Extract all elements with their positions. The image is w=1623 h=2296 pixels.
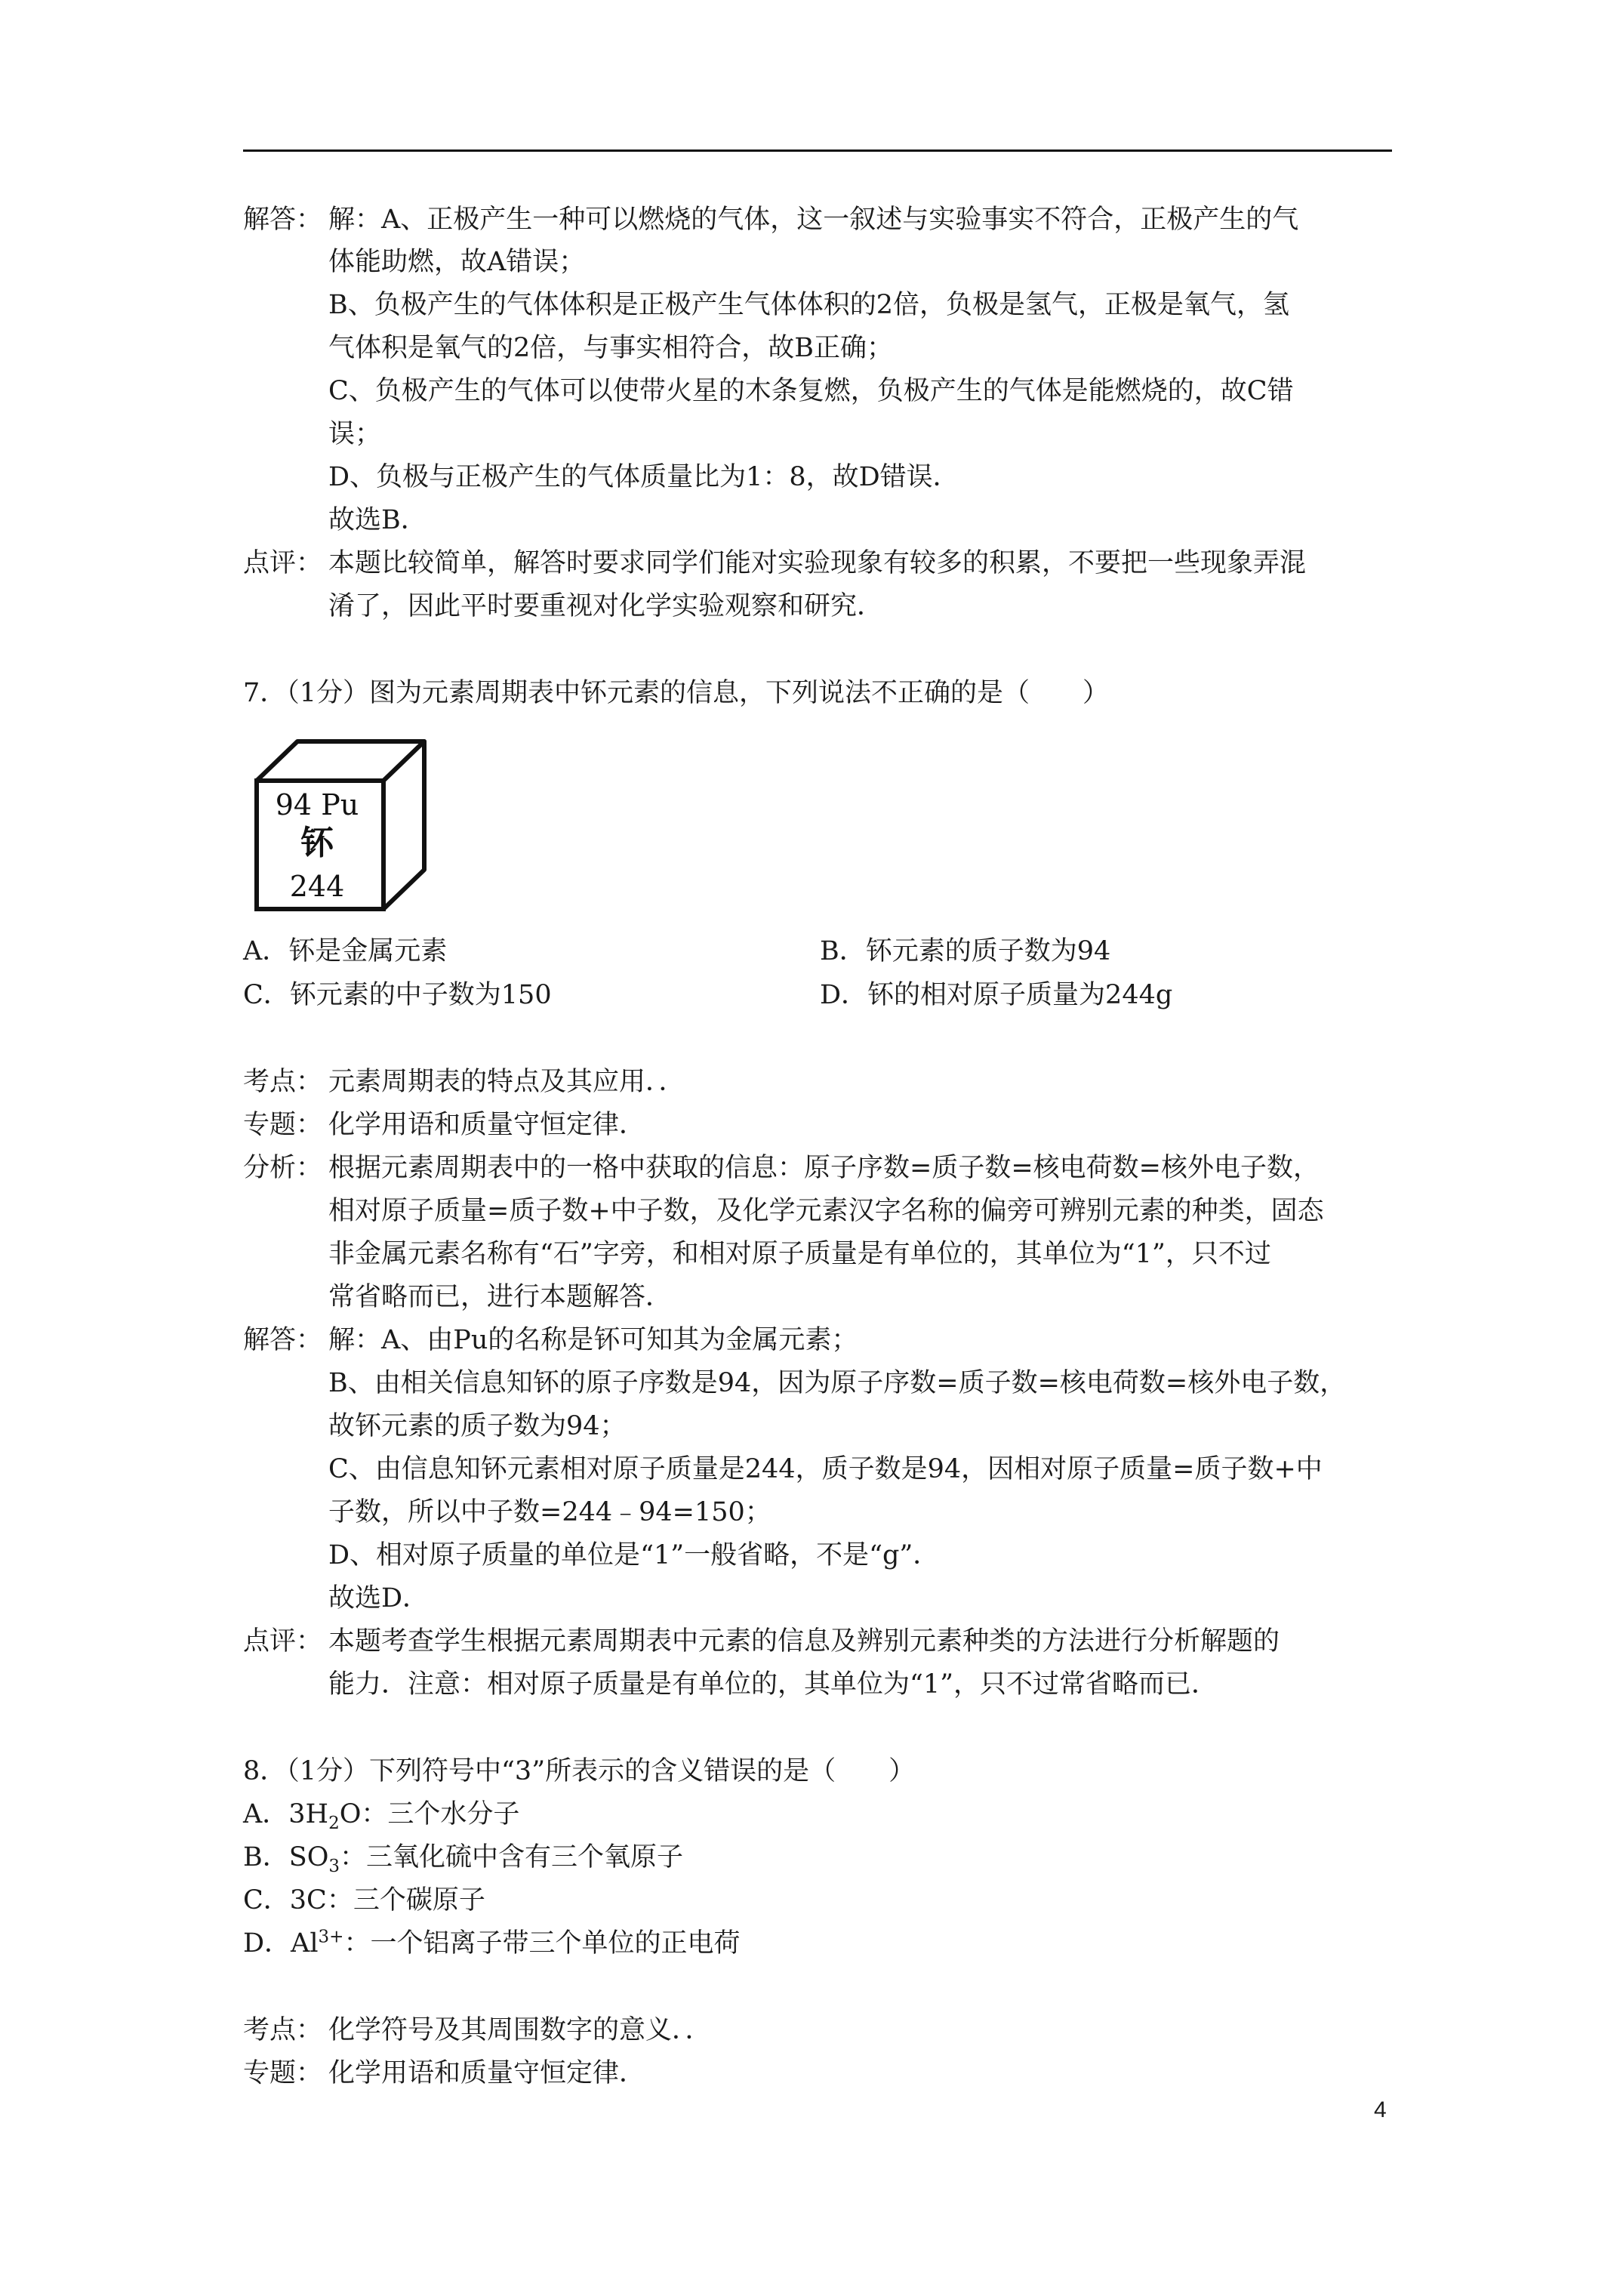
answer-line: 子数，所以中子数=244﹣94=150； bbox=[328, 1497, 771, 1527]
comment-line: 本题考查学生根据元素周期表中元素的信息及辨别元素种类的方法进行分析解题的 bbox=[328, 1626, 1280, 1657]
question-7-option-b: B．钚元素的质子数为94 bbox=[820, 936, 1111, 966]
page-number: 4 bbox=[1374, 2097, 1387, 2122]
analysis-line: 相对原子质量=质子数+中子数，及化学元素汉字名称的偏旁可辨别元素的种类，固态 bbox=[328, 1196, 1324, 1226]
element-symbol: Pu bbox=[321, 788, 359, 821]
comment-label: 点评： bbox=[243, 548, 323, 578]
element-number: 94 bbox=[275, 788, 313, 821]
answer-line: D、负极与正极产生的气体质量比为1：8，故D错误． bbox=[328, 462, 959, 492]
answer-line: B、负极产生的气体体积是正极产生气体体积的2倍，负极是氢气，正极是氧气，氢 bbox=[328, 290, 1289, 320]
question-8-option-a: A．$3H_2O$：三个水分子 bbox=[243, 1799, 520, 1833]
element-mass: 244 bbox=[289, 870, 345, 903]
question-8-option-c: C．3C：三个碳原子 bbox=[243, 1885, 485, 1915]
answer-line: 气体积是氧气的2倍，与事实相符合，故B正确； bbox=[328, 333, 893, 363]
comment-label: 点评： bbox=[243, 1626, 323, 1657]
answer-line: 误； bbox=[328, 419, 382, 449]
element-number-symbol bbox=[249, 788, 385, 821]
question-8-option-b: B．$SO_3$：三氧化硫中含有三个氧原子 bbox=[243, 1842, 684, 1876]
answer-line: B、由相关信息知钚的原子序数是94，因为原子序数=质子数=核电荷数=核外电子数， bbox=[328, 1368, 1347, 1398]
header-rule bbox=[243, 149, 1392, 152]
question-7-option-c: C．钚元素的中子数为150 bbox=[243, 980, 552, 1010]
analysis-label: 分析： bbox=[243, 1153, 323, 1183]
kaodian-label: 考点： bbox=[243, 2015, 323, 2045]
answer-line: 故选B． bbox=[328, 505, 427, 535]
kaodian-text: 化学符号及其周围数字的意义．． bbox=[328, 2015, 712, 2045]
analysis-line: 常省略而已，进行本题解答． bbox=[328, 1282, 673, 1312]
analysis-line: 非金属元素名称有“石”字旁，和相对原子质量是有单位的，其单位为“1”，只不过 bbox=[328, 1239, 1271, 1269]
zhuanti-label: 专题： bbox=[243, 1110, 323, 1140]
analysis-line: 根据元素周期表中的一格中获取的信息：原子序数=质子数=核电荷数=核外电子数， bbox=[328, 1153, 1320, 1183]
answer-line: 故选D． bbox=[328, 1583, 430, 1613]
answer-line: 解：A、由Pu的名称是钚可知其为金属元素； bbox=[328, 1325, 858, 1355]
question-8-option-d: D．$Al^{3+}$：一个铝离子带三个单位的正电荷 bbox=[243, 1927, 741, 1959]
question-7-option-a: A．钚是金属元素 bbox=[243, 936, 448, 966]
answer-line: D、相对原子质量的单位是“1”一般省略，不是“g”． bbox=[328, 1540, 940, 1570]
answer-label: 解答： bbox=[243, 205, 323, 235]
answer-line: 体能助燃，故A错误； bbox=[328, 247, 586, 277]
answer-line: 解：A、正极产生一种可以燃烧的气体，这一叙述与实验事实不符合，正极产生的气 bbox=[328, 205, 1299, 235]
answer-line: C、由信息知钚元素相对原子质量是244，质子数是94，因相对原子质量=质子数+中 bbox=[328, 1454, 1323, 1484]
answer-line: C、负极产生的气体可以使带火星的木条复燃，负极产生的气体是能燃烧的，故C错 bbox=[328, 376, 1294, 406]
zhuanti-text: 化学用语和质量守恒定律． bbox=[328, 2058, 646, 2088]
question-8-stem: 8．（1分）下列符号中“3”所表示的含义错误的是（ ） bbox=[243, 1756, 916, 1786]
kaodian-text: 元素周期表的特点及其应用．． bbox=[328, 1067, 685, 1097]
zhuanti-label: 专题： bbox=[243, 2058, 323, 2088]
comment-line: 本题比较简单，解答时要求同学们能对实验现象有较多的积累，不要把一些现象弄混 bbox=[328, 548, 1307, 578]
comment-line: 淆了，因此平时要重视对化学实验观察和研究． bbox=[328, 591, 884, 621]
question-7-option-d: D．钚的相对原子质量为244g bbox=[820, 980, 1173, 1010]
question-7-stem: 7．（1分）图为元素周期表中钚元素的信息，下列说法不正确的是（ ） bbox=[243, 678, 1110, 708]
element-name: 钚 bbox=[300, 824, 334, 862]
zhuanti-text: 化学用语和质量守恒定律． bbox=[328, 1110, 646, 1140]
kaodian-label: 考点： bbox=[243, 1067, 323, 1097]
answer-line: 故钚元素的质子数为94； bbox=[328, 1411, 627, 1441]
comment-line: 能力．注意：相对原子质量是有单位的，其单位为“1”，只不过常省略而已． bbox=[328, 1669, 1218, 1700]
answer-label: 解答： bbox=[243, 1325, 323, 1355]
